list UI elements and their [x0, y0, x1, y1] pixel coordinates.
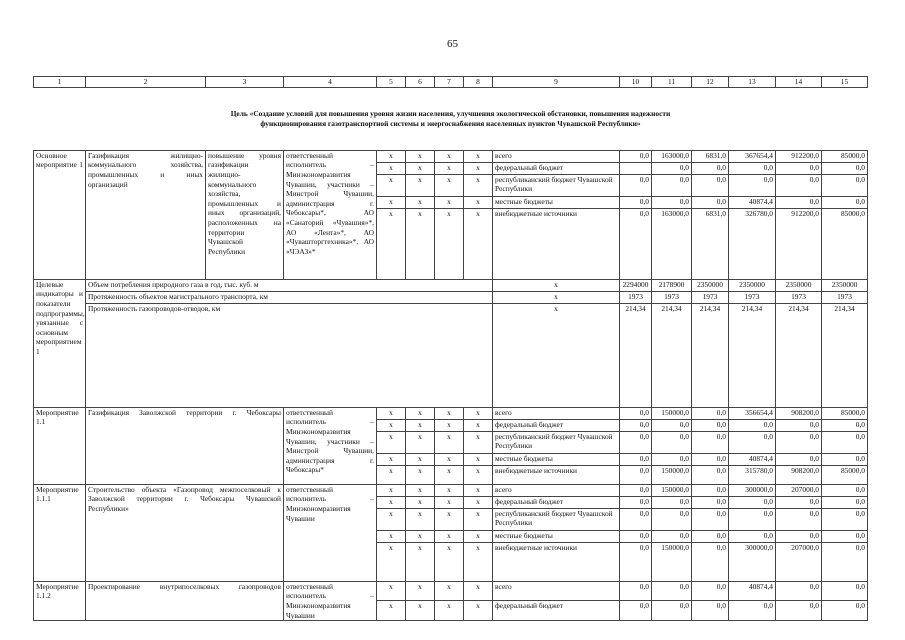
amount-cell: 0,0	[652, 196, 692, 208]
code-cell: x	[435, 601, 464, 621]
indicator-group: Целевые индикаторы и показатели подпрограммы, увязанные с основным мероприятием 1	[34, 279, 86, 407]
amount-cell: 0,0	[692, 174, 729, 196]
indicator-value: 1973	[822, 291, 868, 303]
code-cell: x	[435, 496, 464, 508]
amount-cell: 40874,4	[729, 581, 776, 601]
amount-cell: 0,0	[652, 419, 692, 431]
indicator-value: 214,34	[620, 303, 652, 407]
table-row	[34, 581, 868, 601]
amount-cell: 0,0	[729, 419, 776, 431]
funding-source: внебюджетные источники	[493, 465, 620, 484]
indicator-value: 2350000	[822, 279, 868, 291]
indicator-value: 2350000	[776, 279, 822, 291]
column-number: 2	[86, 77, 206, 88]
measure-name: Основное мероприятие 1	[34, 150, 86, 279]
amount-cell: 0,0	[729, 508, 776, 530]
amount-cell: 163000,0	[652, 150, 692, 162]
column-number-row	[34, 77, 868, 88]
funding-source: всего	[493, 150, 620, 162]
amount-cell: 0,0	[776, 419, 822, 431]
amount-cell: 0,0	[692, 601, 729, 621]
column-number: 8	[464, 77, 493, 88]
column-number: 15	[822, 77, 868, 88]
amount-cell: 6831,0	[692, 150, 729, 162]
table-row	[34, 150, 868, 162]
amount-cell: 0,0	[822, 419, 868, 431]
amount-cell: 40874,4	[729, 196, 776, 208]
code-cell: x	[406, 496, 435, 508]
amount-cell: 908200,0	[776, 407, 822, 419]
amount-cell: 0,0	[652, 508, 692, 530]
amount-cell: 150000,0	[652, 407, 692, 419]
indicator-value: 2294000	[620, 279, 652, 291]
code-cell: x	[435, 581, 464, 601]
amount-cell: 150000,0	[652, 542, 692, 581]
amount-cell: 150000,0	[652, 465, 692, 484]
amount-cell: 0,0	[620, 150, 652, 162]
amount-cell: 0,0	[729, 174, 776, 196]
responsible-executor: ответственный исполнитель – Минэкономразвития Чувашии, участники – Минстрой Чувашии, администрация г. Чебоксары*	[284, 407, 377, 484]
column-number: 13	[729, 77, 776, 88]
amount-cell: 0,0	[729, 496, 776, 508]
amount-cell: 0,0	[620, 542, 652, 581]
amount-cell: 85000,0	[822, 465, 868, 484]
code-cell: x	[435, 419, 464, 431]
column-number: 6	[406, 77, 435, 88]
goal-line: Цель «Создание условий для повышения уровня жизни населения, улучшения экологической обстановки, повышения надежности	[230, 109, 671, 119]
amount-cell: 0,0	[822, 530, 868, 542]
program-table	[33, 76, 868, 621]
amount-cell: 0,0	[620, 208, 652, 279]
code-cell: x	[406, 601, 435, 621]
column-number: 14	[776, 77, 822, 88]
code-cell: x	[406, 196, 435, 208]
amount-cell: 0,0	[729, 601, 776, 621]
amount-cell	[620, 162, 652, 174]
code-cell: x	[406, 431, 435, 453]
funding-source: федеральный бюджет	[493, 496, 620, 508]
code-cell: x	[406, 581, 435, 601]
indicator-name: Протяженность газопроводов-отводов, км	[86, 303, 493, 407]
measure-title: Газификация жилищно-коммунального хозяйства, промышленных и иных организаций	[86, 150, 206, 279]
indicator-value: 1973	[776, 291, 822, 303]
funding-source: федеральный бюджет	[493, 162, 620, 174]
code-cell: x	[377, 407, 406, 419]
indicator-value: 214,34	[692, 303, 729, 407]
code-cell: x	[377, 581, 406, 601]
amount-cell: 315780,0	[729, 465, 776, 484]
code-cell: x	[377, 465, 406, 484]
funding-source: внебюджетные источники	[493, 542, 620, 581]
code-cell: x	[464, 465, 493, 484]
measure-title: Строительство объекта «Газопровод межпоселковый к Заволжской территории г. Чебоксары Чувашской Республики»	[86, 484, 284, 581]
code-cell: x	[377, 542, 406, 581]
code-cell: x	[406, 150, 435, 162]
code-cell: x	[435, 196, 464, 208]
code-cell: x	[435, 150, 464, 162]
code-cell: x	[377, 419, 406, 431]
amount-cell: 0,0	[822, 431, 868, 453]
amount-cell: 0,0	[652, 496, 692, 508]
code-cell: x	[435, 484, 464, 496]
code-cell: x	[406, 484, 435, 496]
amount-cell: 0,0	[620, 601, 652, 621]
indicator-row	[34, 303, 868, 407]
code-cell: x	[406, 465, 435, 484]
code-cell: x	[435, 431, 464, 453]
amount-cell: 0,0	[776, 508, 822, 530]
code-cell: x	[464, 601, 493, 621]
amount-cell: 0,0	[692, 542, 729, 581]
funding-source: всего	[493, 407, 620, 419]
code-cell: x	[377, 496, 406, 508]
amount-cell: 0,0	[692, 581, 729, 601]
column-number: 5	[377, 77, 406, 88]
amount-cell: 0,0	[822, 162, 868, 174]
responsible-executor: ответственный исполнитель – Минэкономразвития Чувашии	[284, 581, 377, 621]
amount-cell: 908200,0	[776, 465, 822, 484]
amount-cell: 0,0	[776, 453, 822, 465]
amount-cell: 0,0	[652, 431, 692, 453]
indicator-value: 214,34	[652, 303, 692, 407]
amount-cell: 85000,0	[822, 407, 868, 419]
indicator-name: Протяженность объектов магистрального транспорта, км	[86, 291, 493, 303]
amount-cell: 0,0	[652, 581, 692, 601]
funding-source: республиканский бюджет Чувашской Республики	[493, 431, 620, 453]
amount-cell: 0,0	[620, 508, 652, 530]
indicator-value: 1973	[652, 291, 692, 303]
amount-cell: 85000,0	[822, 150, 868, 162]
responsible-executor: ответственный исполнитель – Минэкономразвития Чувашии, участники – Минстрой Чувашии, администрация г. Чебоксары*, АО «Санаторий «Чувашия»*, АО «Лента»*, АО «Чувашторгтехника»*, АО «ЧЭАЗ»*	[284, 150, 377, 279]
code-cell: x	[377, 174, 406, 196]
code-cell: x	[377, 150, 406, 162]
code-cell: x	[406, 419, 435, 431]
amount-cell: 0,0	[729, 530, 776, 542]
amount-cell: 912200,0	[776, 208, 822, 279]
amount-cell: 367654,4	[729, 150, 776, 162]
amount-cell: 0,0	[822, 542, 868, 581]
funding-source: местные бюджеты	[493, 196, 620, 208]
funding-source: федеральный бюджет	[493, 601, 620, 621]
funding-source: местные бюджеты	[493, 530, 620, 542]
code-cell: x	[377, 431, 406, 453]
amount-cell: 150000,0	[652, 484, 692, 496]
column-number: 4	[284, 77, 377, 88]
amount-cell: 0,0	[692, 453, 729, 465]
page-number: 65	[447, 38, 458, 50]
amount-cell: 0,0	[620, 484, 652, 496]
amount-cell: 0,0	[692, 162, 729, 174]
funding-source: федеральный бюджет	[493, 419, 620, 431]
code-cell: x	[406, 530, 435, 542]
amount-cell: 0,0	[620, 431, 652, 453]
amount-cell: 0,0	[620, 530, 652, 542]
funding-source: внебюджетные источники	[493, 208, 620, 279]
code-cell: x	[435, 508, 464, 530]
code-cell: x	[435, 453, 464, 465]
amount-cell: 0,0	[729, 431, 776, 453]
code-cell: x	[377, 162, 406, 174]
code-cell: x	[406, 508, 435, 530]
indicator-value: 2178900	[652, 279, 692, 291]
code-cell: x	[406, 453, 435, 465]
amount-cell: 0,0	[692, 496, 729, 508]
amount-cell: 0,0	[652, 162, 692, 174]
amount-cell: 0,0	[776, 496, 822, 508]
indicator-value: 214,34	[822, 303, 868, 407]
amount-cell: 0,0	[652, 601, 692, 621]
code-cell: x	[464, 419, 493, 431]
column-number: 10	[620, 77, 652, 88]
amount-cell: 207000,0	[776, 484, 822, 496]
code-cell: x	[406, 162, 435, 174]
code-cell: x	[493, 303, 620, 407]
amount-cell: 0,0	[620, 465, 652, 484]
code-cell: x	[464, 453, 493, 465]
amount-cell: 207000,0	[776, 542, 822, 581]
amount-cell: 0,0	[776, 162, 822, 174]
indicator-value: 2350000	[692, 279, 729, 291]
amount-cell: 40874,4	[729, 453, 776, 465]
amount-cell: 912200,0	[776, 150, 822, 162]
code-cell: x	[377, 453, 406, 465]
amount-cell: 6831,0	[692, 208, 729, 279]
amount-cell: 326780,0	[729, 208, 776, 279]
indicator-row	[34, 279, 868, 291]
code-cell: x	[464, 162, 493, 174]
amount-cell: 0,0	[692, 431, 729, 453]
amount-cell: 0,0	[620, 407, 652, 419]
amount-cell: 85000,0	[822, 208, 868, 279]
amount-cell: 0,0	[776, 530, 822, 542]
column-number: 3	[206, 77, 284, 88]
amount-cell: 0,0	[776, 601, 822, 621]
amount-cell: 0,0	[620, 174, 652, 196]
goal-heading	[34, 87, 868, 150]
amount-cell: 0,0	[620, 196, 652, 208]
indicator-value: 1973	[692, 291, 729, 303]
column-number: 12	[692, 77, 729, 88]
amount-cell: 0,0	[692, 465, 729, 484]
table-row	[34, 484, 868, 496]
amount-cell: 0,0	[776, 174, 822, 196]
amount-cell: 0,0	[692, 508, 729, 530]
amount-cell: 0,0	[822, 174, 868, 196]
amount-cell: 0,0	[620, 419, 652, 431]
indicator-value: 2350000	[729, 279, 776, 291]
measure-title: Проектирование внутрипоселковых газопроводов	[86, 581, 284, 621]
code-cell: x	[435, 530, 464, 542]
funding-source: всего	[493, 484, 620, 496]
code-cell: x	[464, 484, 493, 496]
amount-cell: 0,0	[692, 484, 729, 496]
code-cell: x	[464, 150, 493, 162]
amount-cell: 356654,4	[729, 407, 776, 419]
code-cell: x	[464, 208, 493, 279]
code-cell: x	[464, 496, 493, 508]
indicator-value: 1973	[620, 291, 652, 303]
column-number: 7	[435, 77, 464, 88]
amount-cell: 0,0	[652, 174, 692, 196]
measure-result: повышение уровня газификации жилищно-коммунального хозяйства, промышленных и иных организаций, расположенных на территории Чувашской Республики	[206, 150, 284, 279]
code-cell: x	[377, 508, 406, 530]
funding-source: республиканский бюджет Чувашской Республики	[493, 508, 620, 530]
code-cell: x	[493, 291, 620, 303]
amount-cell: 0,0	[776, 196, 822, 208]
amount-cell: 0,0	[620, 453, 652, 465]
funding-source: всего	[493, 581, 620, 601]
code-cell: x	[464, 196, 493, 208]
code-cell: x	[435, 174, 464, 196]
code-cell: x	[464, 407, 493, 419]
code-cell: x	[377, 208, 406, 279]
amount-cell: 0,0	[822, 581, 868, 601]
code-cell: x	[377, 601, 406, 621]
code-cell: x	[464, 581, 493, 601]
column-number: 9	[493, 77, 620, 88]
code-cell: x	[377, 530, 406, 542]
amount-cell: 0,0	[692, 196, 729, 208]
amount-cell: 0,0	[822, 196, 868, 208]
amount-cell: 0,0	[620, 581, 652, 601]
code-cell: x	[435, 208, 464, 279]
amount-cell: 0,0	[822, 508, 868, 530]
responsible-executor: ответственный исполнитель – Минэкономразвития Чувашии	[284, 484, 377, 581]
measure-name: Мероприятие 1.1.2	[34, 581, 86, 621]
code-cell: x	[377, 196, 406, 208]
measure-name: Мероприятие 1.1.1	[34, 484, 86, 581]
amount-cell: 300000,0	[729, 542, 776, 581]
indicator-value: 214,34	[776, 303, 822, 407]
code-cell: x	[464, 174, 493, 196]
amount-cell: 0,0	[729, 162, 776, 174]
code-cell: x	[406, 542, 435, 581]
code-cell: x	[406, 407, 435, 419]
amount-cell: 0,0	[692, 530, 729, 542]
amount-cell: 300000,0	[729, 484, 776, 496]
measure-name: Мероприятие 1.1	[34, 407, 86, 484]
code-cell: x	[435, 465, 464, 484]
measure-title: Газификация Заволжской территории г. Чебоксары	[86, 407, 284, 484]
code-cell: x	[464, 542, 493, 581]
amount-cell: 0,0	[652, 530, 692, 542]
code-cell: x	[464, 530, 493, 542]
code-cell: x	[493, 279, 620, 291]
amount-cell: 0,0	[822, 496, 868, 508]
code-cell: x	[435, 542, 464, 581]
code-cell: x	[406, 208, 435, 279]
amount-cell: 0,0	[822, 601, 868, 621]
amount-cell: 0,0	[620, 496, 652, 508]
code-cell: x	[406, 174, 435, 196]
code-cell: x	[377, 484, 406, 496]
funding-source: республиканский бюджет Чувашской Республики	[493, 174, 620, 196]
amount-cell: 0,0	[692, 419, 729, 431]
column-number: 11	[652, 77, 692, 88]
code-cell: x	[464, 508, 493, 530]
indicator-row	[34, 291, 868, 303]
amount-cell: 163000,0	[652, 208, 692, 279]
funding-source: местные бюджеты	[493, 453, 620, 465]
code-cell: x	[435, 162, 464, 174]
table-row	[34, 407, 868, 419]
amount-cell: 0,0	[776, 431, 822, 453]
amount-cell: 0,0	[822, 453, 868, 465]
column-number: 1	[34, 77, 86, 88]
amount-cell: 0,0	[692, 407, 729, 419]
indicator-name: Объем потребления природного газа в год, тыс. куб. м	[86, 279, 493, 291]
indicator-value: 214,34	[729, 303, 776, 407]
amount-cell: 0,0	[776, 581, 822, 601]
code-cell: x	[435, 407, 464, 419]
goal-line: функционирования газотранспортной системы и энергоснабжения населенных пунктов Чувашской Республики»	[260, 118, 641, 128]
indicator-value: 1973	[729, 291, 776, 303]
amount-cell: 0,0	[822, 484, 868, 496]
code-cell: x	[464, 431, 493, 453]
amount-cell: 0,0	[652, 453, 692, 465]
